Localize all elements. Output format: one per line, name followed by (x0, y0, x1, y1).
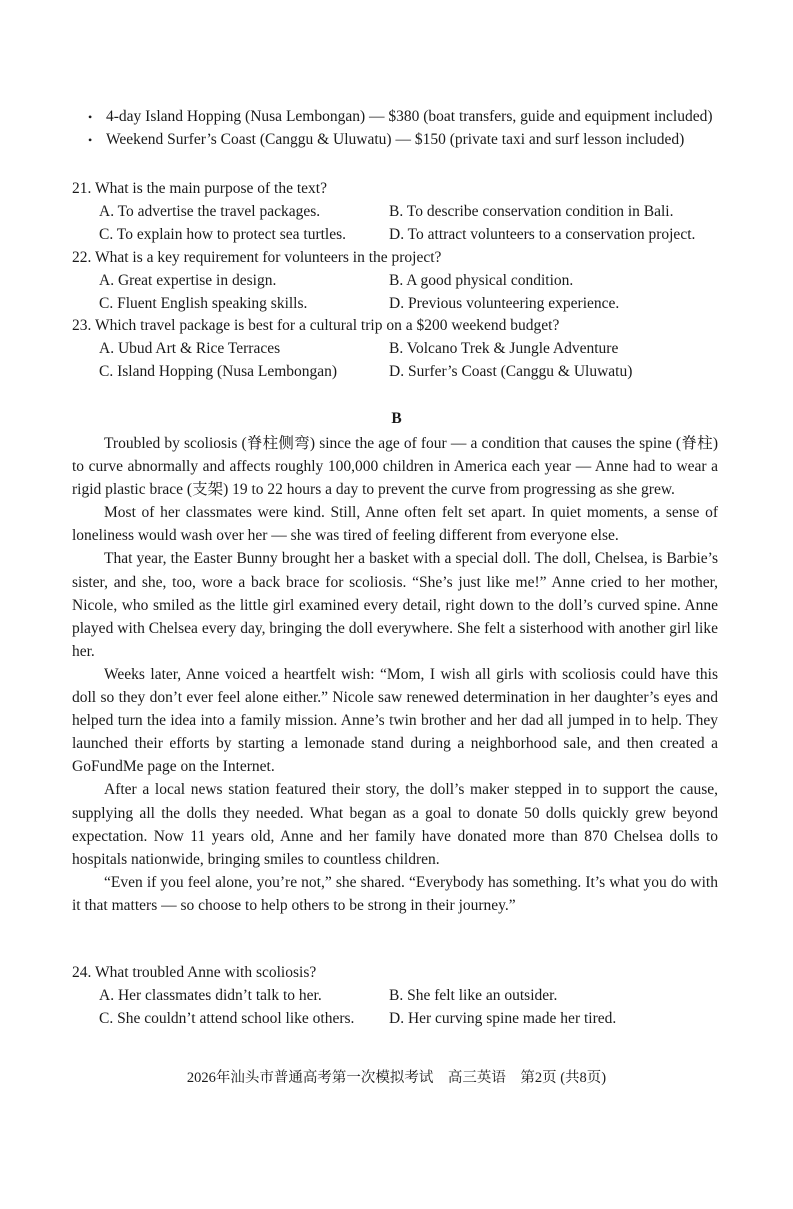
package-item (88, 108, 738, 131)
bullet-icon: • (88, 133, 93, 147)
option-c: C. Fluent English speaking skills. (99, 295, 308, 312)
option-a: A. Her classmates didn’t talk to her. (99, 987, 322, 1004)
option-b: B. Volcano Trek & Jungle Adventure (389, 340, 619, 357)
option-b: B. A good physical condition. (389, 272, 574, 289)
option-d: D. Surfer’s Coast (Canggu & Uluwatu) (389, 363, 633, 380)
question-23 (72, 317, 732, 386)
package-text: Weekend Surfer’s Coast (Canggu & Uluwatu) — $150 (private taxi and surf lesson included) (106, 131, 685, 148)
option-d: D. Her curving spine made her tired. (389, 1010, 617, 1027)
option-c: C. Island Hopping (Nusa Lembongan) (99, 363, 338, 380)
section-heading: B (391, 410, 402, 427)
question-stem: 21. What is the main purpose of the text? (72, 180, 327, 197)
question-stem: 23. Which travel package is best for a cultural trip on a $200 weekend budget? (72, 317, 560, 334)
question-stem: 24. What troubled Anne with scoliosis? (72, 964, 317, 981)
reading-passage (72, 432, 718, 917)
option-b: B. To describe conservation condition in Bali. (389, 203, 674, 220)
package-list (88, 108, 738, 154)
paragraph: Most of her classmates were kind. Still, Anne often felt set apart. In quiet moments, a sense of loneliness would wash over her — she was tired of feeling different from everyone else. (72, 504, 718, 545)
option-b: B. She felt like an outsider. (389, 987, 558, 1004)
option-c: C. She couldn’t attend school like others. (99, 1010, 355, 1027)
question-22 (72, 249, 732, 318)
paragraph: “Even if you feel alone, you’re not,” she shared. “Everybody has something. It’s what you do with it that matters — so choose to help others to be strong in their journey.” (72, 873, 718, 914)
option-a: A. To advertise the travel packages. (99, 203, 321, 220)
package-text: 4-day Island Hopping (Nusa Lembongan) — $380 (boat transfers, guide and equipment included) (106, 108, 713, 125)
question-stem: 22. What is a key requirement for volunteers in the project? (72, 249, 442, 266)
paragraph: After a local news station featured their story, the doll’s maker stepped in to support the cause, supplying all the dolls they needed. What began as a goal to donate 50 dolls quickly grew beyond expectation. Now 11 years old, Anne and her family have donated more than 870 Chelsea dolls to hospitals nationwide, bringing smiles to countless children. (72, 781, 718, 868)
question-21 (72, 180, 732, 249)
paragraph: Weeks later, Anne voiced a heartfelt wish: “Mom, I wish all girls with scoliosis could have this doll so they don’t ever feel alone either.” Nicole saw renewed determination in her daughter’s eyes and helped turn the idea into a family mission. Anne’s twin brother and her dad all jumped in to help. They launched their efforts by starting a lemonade stand during a neighborhood sale, and then created a GoFundMe page on the Internet. (72, 665, 718, 776)
package-item (88, 131, 738, 154)
question-24 (72, 964, 732, 1033)
option-a: A. Ubud Art & Rice Terraces (99, 340, 281, 357)
option-d: D. Previous volunteering experience. (389, 295, 620, 312)
paragraph: That year, the Easter Bunny brought her a basket with a special doll. The doll, Chelsea, is Barbie’s sister, and she, too, wore a back brace for scoliosis. “She’s just like me!” Anne cried to her mother, Nicole, who smiled as the little girl examined every detail, right down to the doll’s curved spine. Anne played with Chelsea every day, bringing the doll everywhere. She felt a sisterhood with another girl like her. (72, 550, 718, 660)
paragraph: Troubled by scoliosis (脊柱侧弯) since the age of four — a condition that causes the spine (脊柱) to curve abnormally and affects roughly 100,000 children in America each year — Anne had to wear a rigid plastic brace (支架) 19 to 22 hours a day to prevent the curve from progressing as she grew. (72, 435, 718, 499)
option-c: C. To explain how to protect sea turtles. (99, 226, 347, 243)
page-footer: 2026年汕头市普通高考第一次模拟考试 高三英语 第2页 (共8页) (186, 1070, 607, 1086)
option-a: A. Great expertise in design. (99, 272, 277, 289)
option-d: D. To attract volunteers to a conservation project. (389, 226, 696, 243)
bullet-icon: • (88, 110, 93, 124)
